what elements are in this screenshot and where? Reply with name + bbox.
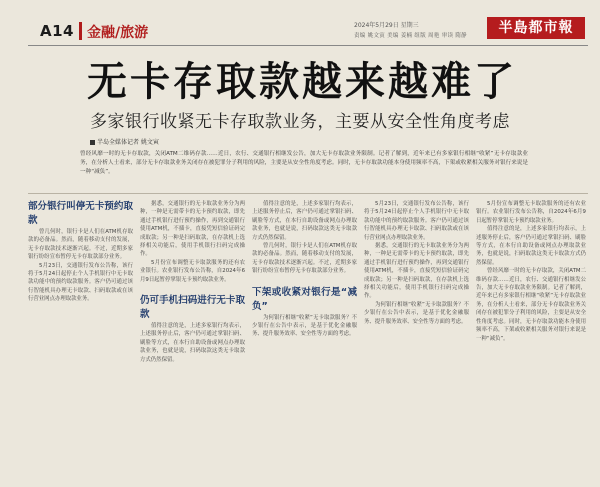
page-header (0, 0, 600, 44)
section-title: 下架或收紧对银行是“减负” (252, 286, 357, 312)
lead-paragraph: 曾经风靡一时的无卡存取款，关闭ATM二维码存款……近日，农行、交通银行相继发公告，加大无卡存取款业务限制。记者了解到，近年来已有多家银行相继“收紧”无卡存取款业务，在分析人士看来，部分无卡存取款业务关闭存在被犯罪分子利用的风险，主要是从安全性角度考虑。同时，无卡存取款功能本身使用频率不高，下架或收紧相关服务对银行来说是一种“减负”。 (80, 151, 528, 176)
column-2 (140, 200, 245, 485)
body-paragraph: 值得注意的是，上述多家银行均表示，上述服务停止后，客户仍可通过掌银扫码、刷脸等方式，在本行自助设备或网点办理取款业务，也就是说，扫码取款这类无卡取款方式仍然保留。 (476, 226, 586, 266)
issue-date: 2024年5月29日 星期三 (354, 22, 419, 29)
subheadline: 多家银行收紧无卡存取款业务，主要从安全性角度考虑 (90, 112, 510, 132)
section-title: 部分银行叫停无卡预约取款 (28, 201, 133, 226)
byline (90, 137, 159, 146)
lead-divider (28, 193, 588, 194)
body-paragraph: 值得注意的是，上述多家银行均表示，上述服务停止后，客户仍可通过掌银扫码、刷脸等方式，在本行自助设备或网点办理取款业务，也就是说，扫码取款这类无卡取款方式仍然保留。 (252, 201, 357, 241)
body-paragraph: 5月23日，交通银行发布公告称，该行将于5月24日起停止个人手机银行中无卡取款功能中的预约取款服务。客户仍可通过该行智能机具办理无卡取款、扫码取款或在该行营业网点办理取款业务。 (364, 201, 469, 241)
body-paragraph: 值得注意的是，上述多家银行均表示，上述服务停止后，客户仍可通过掌银扫码、刷脸等方式，在本行自助设备或网点办理取款业务，也就是说，扫码取款这类无卡取款方式仍然保留。 (140, 323, 245, 363)
section-marker (79, 22, 82, 40)
section-title: 仍可手机扫码进行无卡取款 (140, 295, 245, 321)
body-paragraph: 5月份宣布调整无卡取款服务的还有农业银行。农业银行发布公告称，自2024年6月9日起暂停掌银无卡预约取款业务。 (140, 259, 245, 283)
body-paragraph: 曾几何时，银行卡是人们在ATM机存取款的必备品。然而，随着移动支付的发展，无卡存取款技术逐渐兴起。不过，近期多家银行纷纷宣布暂停无卡存取款部分业务。 (28, 229, 133, 261)
newspaper-logo: 半島都市報 (487, 17, 585, 39)
editor-credits: 责编 姚文寅 美编 姜楠 组版 周艳 审读 隋静 (354, 33, 467, 39)
body-paragraph: 5月23日，交通银行发布公告称，该行将于5月24日起停止个人手机银行中无卡取款功能中的预约取款服务。客户仍可通过该行智能机具办理无卡取款、扫码取款或在该行营业网点办理取款业务。 (28, 262, 133, 303)
byline-marker-icon (90, 140, 95, 145)
column-1 (28, 200, 133, 485)
body-paragraph: 5月份宣布调整无卡取款服务的还有农业银行。农业银行发布公告称，自2024年6月9日起暂停掌银无卡预约取款业务。 (476, 201, 586, 224)
column-5 (476, 200, 586, 485)
body-paragraph: 为何银行相继“收紧”无卡取款服务？不少银行在公告中表示，是基于优化金融服务、提升服务效率、安全性等方面的考虑。 (364, 301, 469, 325)
header-rule (28, 45, 588, 46)
body-paragraph: 据悉，交通银行的无卡取款业务分为两种，一种是无需带卡的无卡预约取款，即先通过手机银行进行预约操作，再到交通银行使用ATM机，不插卡，直接凭短信验证码完成取款；另一种是扫码取款，在存款机上选择相关功能后，使用手机银行扫码完成操作。 (140, 201, 245, 258)
column-4 (364, 200, 469, 485)
column-3 (252, 200, 357, 485)
section-name: 金融/旅游 (87, 25, 149, 41)
headline: 无卡存取款越来越难了 (87, 59, 517, 105)
body-paragraph: 据悉，交通银行的无卡取款业务分为两种，一种是无需带卡的无卡预约取款，即先通过手机银行进行预约操作，再到交通银行使用ATM机，不插卡，直接凭短信验证码完成取款；另一种是扫码取款，在存款机上选择相关功能后，使用手机银行扫码完成操作。 (364, 243, 469, 300)
body-paragraph: 为何银行相继“收紧”无卡取款服务？不少银行在公告中表示，是基于优化金融服务、提升服务效率、安全性等方面的考虑。 (252, 314, 357, 338)
body-paragraph: 曾经风靡一时的无卡存取款，关闭ATM二维码存款……近日，农行、交通银行相继发公告，加大无卡存取款业务限制。记者了解到，近年来已有多家银行相继“收紧”无卡存取款业务，在分析人士看来，部分无卡存取款业务关闭存在被犯罪分子利用的风险，主要是从安全性角度考虑。同时，无卡存取款功能本身使用频率不高，下架或收紧相关服务对银行来说是一种“减负”。 (476, 268, 586, 342)
body-paragraph: 曾几何时，银行卡是人们在ATM机存取款的必备品。然而，随着移动支付的发展，无卡存取款技术逐渐兴起。不过，近期多家银行纷纷宣布暂停无卡存取款部分业务。 (252, 243, 357, 275)
byline-text: 半岛全媒体记者 姚文寅 (97, 139, 159, 146)
page-number: A14 (40, 22, 74, 40)
